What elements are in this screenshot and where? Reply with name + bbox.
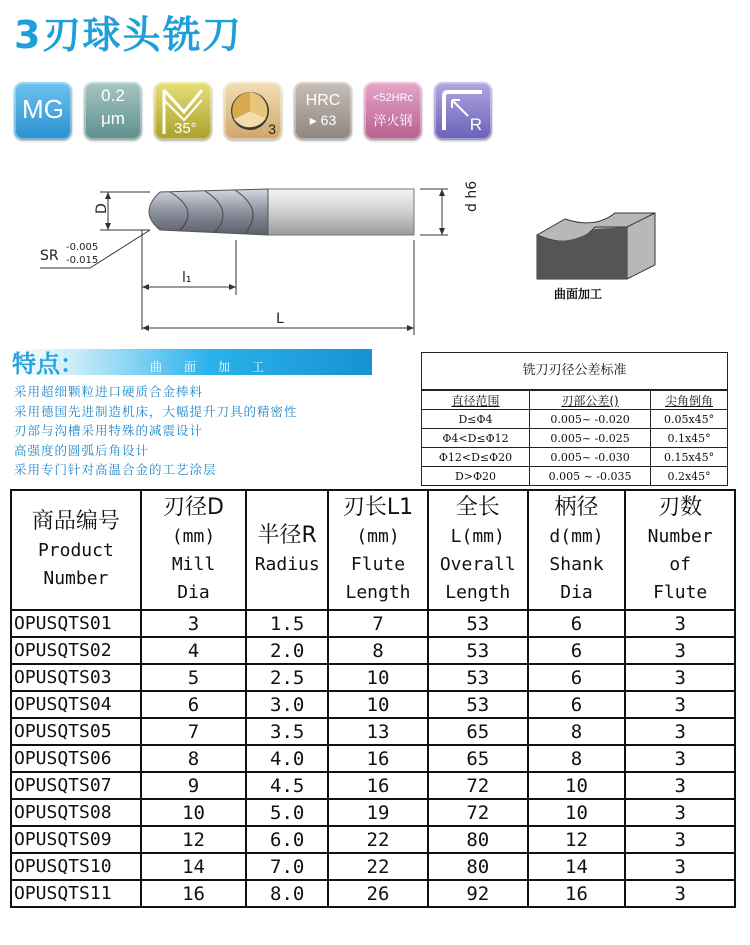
spec-header-en: L(mm) xyxy=(450,526,505,547)
spec-cell: 22 xyxy=(328,853,428,880)
tolerance-cell: D≤Φ4 xyxy=(422,410,529,429)
spec-cell: 3 xyxy=(625,745,735,772)
feature-item: 采用超细颗粒进口硬质合金棒料 xyxy=(14,384,204,399)
spec-cell: 53 xyxy=(428,610,528,637)
product-number-cell: OPUSQTS06 xyxy=(11,745,141,772)
spec-cell: 53 xyxy=(428,691,528,718)
tolerance-cell: 0.005~ -0.020 xyxy=(529,410,650,429)
spec-cell: 10 xyxy=(528,772,626,799)
diameter-D-label: D xyxy=(94,203,110,214)
spec-header xyxy=(328,490,428,610)
spec-cell: 16 xyxy=(328,745,428,772)
feature-item: 采用专门针对高温合金的工艺涂层 xyxy=(14,462,217,477)
table-row xyxy=(11,718,735,745)
spec-cell: 5.0 xyxy=(246,799,328,826)
badge-label: 35° xyxy=(174,120,197,137)
spec-cell: 6 xyxy=(528,637,626,664)
spec-cell: 7 xyxy=(141,718,247,745)
spec-header-cn: 刃径D xyxy=(163,495,224,520)
spec-header-en: Mill xyxy=(171,554,216,575)
spec-header xyxy=(141,490,247,610)
spec-cell: 26 xyxy=(328,880,428,907)
spec-header-en: Product xyxy=(37,540,114,561)
spec-table xyxy=(10,489,736,908)
spec-cell: 6 xyxy=(528,610,626,637)
badge-label: <52HRc xyxy=(372,92,414,104)
tolerance-header: 尖角倒角 xyxy=(651,391,727,410)
feature-item: 采用德国先进制造机床，大幅提升刀具的精密性 xyxy=(14,403,298,419)
tolerance-cell: Φ4<D≤Φ12 xyxy=(422,429,529,448)
spec-header-cn: 刃数 xyxy=(658,495,703,520)
spec-cell: 7.0 xyxy=(246,853,328,880)
spec-cell: 80 xyxy=(428,826,528,853)
badge-label: 3 xyxy=(268,121,276,137)
table-row xyxy=(11,745,735,772)
sr-tolerance-lower: -0.015 xyxy=(66,255,99,266)
tolerance-cell: 0.005~ -0.030 xyxy=(529,448,650,467)
spec-cell: 80 xyxy=(428,853,528,880)
tolerance-cell: D>Φ20 xyxy=(422,467,529,486)
tolerance-cell: Φ12<D≤Φ20 xyxy=(422,448,529,467)
spec-cell: 12 xyxy=(528,826,626,853)
spec-cell: 13 xyxy=(328,718,428,745)
spec-cell: 6 xyxy=(528,664,626,691)
spec-cell: 72 xyxy=(428,799,528,826)
spec-header-en: Dia xyxy=(177,582,210,603)
tolerance-header: 直径范围 xyxy=(422,391,529,410)
spec-cell: 53 xyxy=(428,664,528,691)
curved-surface-label: 曲面加工 xyxy=(554,287,603,301)
spec-cell: 3 xyxy=(625,853,735,880)
spec-cell: 22 xyxy=(328,826,428,853)
spec-cell: 10 xyxy=(328,664,428,691)
table-row xyxy=(11,664,735,691)
flute-length-l1-label: l₁ xyxy=(182,270,192,286)
spec-header-en: Dia xyxy=(560,582,593,603)
curved-surface-machining-image xyxy=(525,205,665,280)
product-number-cell: OPUSQTS07 xyxy=(11,772,141,799)
spec-cell: 3 xyxy=(625,772,735,799)
tolerance-table xyxy=(421,352,728,486)
tolerance-header: 刃部公差() xyxy=(529,391,650,410)
spec-cell: 3 xyxy=(625,799,735,826)
product-number-cell: OPUSQTS01 xyxy=(11,610,141,637)
tolerance-cell: 0.005 ~ -0.035 xyxy=(529,467,650,486)
spec-cell: 8 xyxy=(141,745,247,772)
spec-header xyxy=(11,490,141,610)
spec-cell: 2.5 xyxy=(246,664,328,691)
spec-header-en: Length xyxy=(345,582,411,603)
tolerance-cell: 0.05x45° xyxy=(651,410,727,429)
spec-cell: 72 xyxy=(428,772,528,799)
sr-label: SR xyxy=(40,248,59,264)
badge-label: HRC xyxy=(305,92,341,109)
spec-cell: 8 xyxy=(328,637,428,664)
spec-cell: 92 xyxy=(428,880,528,907)
tolerance-cell: 0.15x45° xyxy=(651,448,727,467)
tolerance-cell: 0.005~ -0.025 xyxy=(529,429,650,448)
spec-cell: 9 xyxy=(141,772,247,799)
tolerance-row xyxy=(422,467,727,486)
product-number-cell: OPUSQTS11 xyxy=(11,880,141,907)
table-row xyxy=(11,853,735,880)
spec-cell: 5 xyxy=(141,664,247,691)
features-subtitle: 曲面加工 xyxy=(150,360,287,374)
spec-cell: 3 xyxy=(625,880,735,907)
spec-cell: 8.0 xyxy=(246,880,328,907)
table-row xyxy=(11,772,735,799)
spec-header xyxy=(246,490,328,610)
corner-radius-icon xyxy=(434,82,492,140)
spec-header-en: Number xyxy=(647,526,713,547)
tolerance-cell: 0.2x45° xyxy=(651,467,727,486)
spec-cell: 65 xyxy=(428,718,528,745)
feature-item: 高强度的圆弧后角设计 xyxy=(14,442,150,458)
spec-cell: 8 xyxy=(528,718,626,745)
spec-cell: 7 xyxy=(328,610,428,637)
end-mill-drawing xyxy=(30,170,480,345)
spec-cell: 3 xyxy=(625,664,735,691)
badge-sublabel: 淬火钢 xyxy=(373,114,413,129)
spec-cell: 12 xyxy=(141,826,247,853)
spec-cell: 14 xyxy=(528,853,626,880)
product-number-cell: OPUSQTS09 xyxy=(11,826,141,853)
spec-header-en: Shank xyxy=(549,554,604,575)
spec-cell: 3 xyxy=(141,610,247,637)
features-list xyxy=(14,382,298,480)
product-number-cell: OPUSQTS04 xyxy=(11,691,141,718)
table-row xyxy=(11,691,735,718)
badge-label: MG xyxy=(22,94,64,124)
spec-header-cn: 刃长L1 xyxy=(342,495,414,520)
overall-length-L-label: L xyxy=(276,311,284,327)
spec-cell: 4 xyxy=(141,637,247,664)
spec-header-en: (mm) xyxy=(171,526,216,547)
tolerance-table-title: 铣刀刃径公差标准 xyxy=(422,353,727,390)
feature-item: 刃部与沟槽采用特殊的减震设计 xyxy=(14,423,204,438)
micron-badge xyxy=(84,82,142,140)
spec-cell: 16 xyxy=(328,772,428,799)
spec-header-en: Flute xyxy=(350,554,406,575)
table-row xyxy=(11,637,735,664)
spec-cell: 8 xyxy=(528,745,626,772)
spec-cell: 4.0 xyxy=(246,745,328,772)
spec-cell: 10 xyxy=(141,799,247,826)
badge-label: 0.2 xyxy=(101,86,125,105)
spec-header-row xyxy=(11,490,735,610)
badge-label: R xyxy=(469,115,482,134)
spec-cell: 3 xyxy=(625,691,735,718)
tolerance-cell: 0.1x45° xyxy=(651,429,727,448)
spec-header-cn: 商品编号 xyxy=(31,509,120,534)
tolerance-row xyxy=(422,410,727,429)
spec-cell: 3 xyxy=(625,718,735,745)
product-number-cell: OPUSQTS03 xyxy=(11,664,141,691)
product-number-cell: OPUSQTS02 xyxy=(11,637,141,664)
table-row xyxy=(11,610,735,637)
shank-dh6-label: d h6 xyxy=(464,180,480,212)
mg-badge xyxy=(14,82,72,140)
flute-count-badge xyxy=(224,82,282,140)
table-row xyxy=(11,826,735,853)
spec-header-en: Length xyxy=(445,582,511,603)
spec-cell: 65 xyxy=(428,745,528,772)
spec-header xyxy=(428,490,528,610)
spec-cell: 16 xyxy=(141,880,247,907)
spec-header-en: Radius xyxy=(254,554,320,575)
spec-cell: 10 xyxy=(528,799,626,826)
badge-sublabel: ▸ 63 xyxy=(309,112,337,128)
spec-header-cn: 半径R xyxy=(257,523,317,548)
table-row xyxy=(11,799,735,826)
spec-cell: 53 xyxy=(428,637,528,664)
spec-header xyxy=(625,490,735,610)
tolerance-row xyxy=(422,448,727,467)
spec-cell: 3 xyxy=(625,826,735,853)
spec-cell: 3.0 xyxy=(246,691,328,718)
product-number-cell: OPUSQTS08 xyxy=(11,799,141,826)
product-number-cell: OPUSQTS10 xyxy=(11,853,141,880)
spec-cell: 14 xyxy=(141,853,247,880)
spec-cell: 3 xyxy=(625,637,735,664)
spec-cell: 10 xyxy=(328,691,428,718)
spec-cell: 6 xyxy=(528,691,626,718)
spec-cell: 3.5 xyxy=(246,718,328,745)
page-title: 3刃球头铣刀 xyxy=(14,13,243,57)
product-number-cell: OPUSQTS05 xyxy=(11,718,141,745)
hrc-badge xyxy=(294,82,352,140)
spec-header-en: Number xyxy=(43,568,109,589)
hardened-steel-badge xyxy=(364,82,422,140)
spec-header-en: Overall xyxy=(439,554,516,575)
features-title: 特点： xyxy=(12,350,84,378)
spec-header-en: (mm) xyxy=(356,526,400,547)
feature-badges xyxy=(14,82,492,140)
spec-header-cn: 柄径 xyxy=(554,495,599,520)
spec-header-en: of xyxy=(669,554,691,575)
corner-radius-badge xyxy=(434,82,492,140)
sr-tolerance-upper: -0.005 xyxy=(66,242,99,253)
spec-cell: 6 xyxy=(141,691,247,718)
spec-cell: 6.0 xyxy=(246,826,328,853)
badge-sublabel: μm xyxy=(101,109,125,128)
helix-angle-badge xyxy=(154,82,212,140)
spec-cell: 16 xyxy=(528,880,626,907)
spec-header-cn: 全长 xyxy=(455,495,500,520)
table-row xyxy=(11,880,735,907)
spec-header-en: d(mm) xyxy=(549,526,604,547)
spec-cell: 1.5 xyxy=(246,610,328,637)
spec-header-en: Flute xyxy=(653,582,708,603)
spec-cell: 4.5 xyxy=(246,772,328,799)
spec-cell: 3 xyxy=(625,610,735,637)
tolerance-row xyxy=(422,429,727,448)
spec-cell: 2.0 xyxy=(246,637,328,664)
spec-header xyxy=(528,490,626,610)
spec-cell: 19 xyxy=(328,799,428,826)
